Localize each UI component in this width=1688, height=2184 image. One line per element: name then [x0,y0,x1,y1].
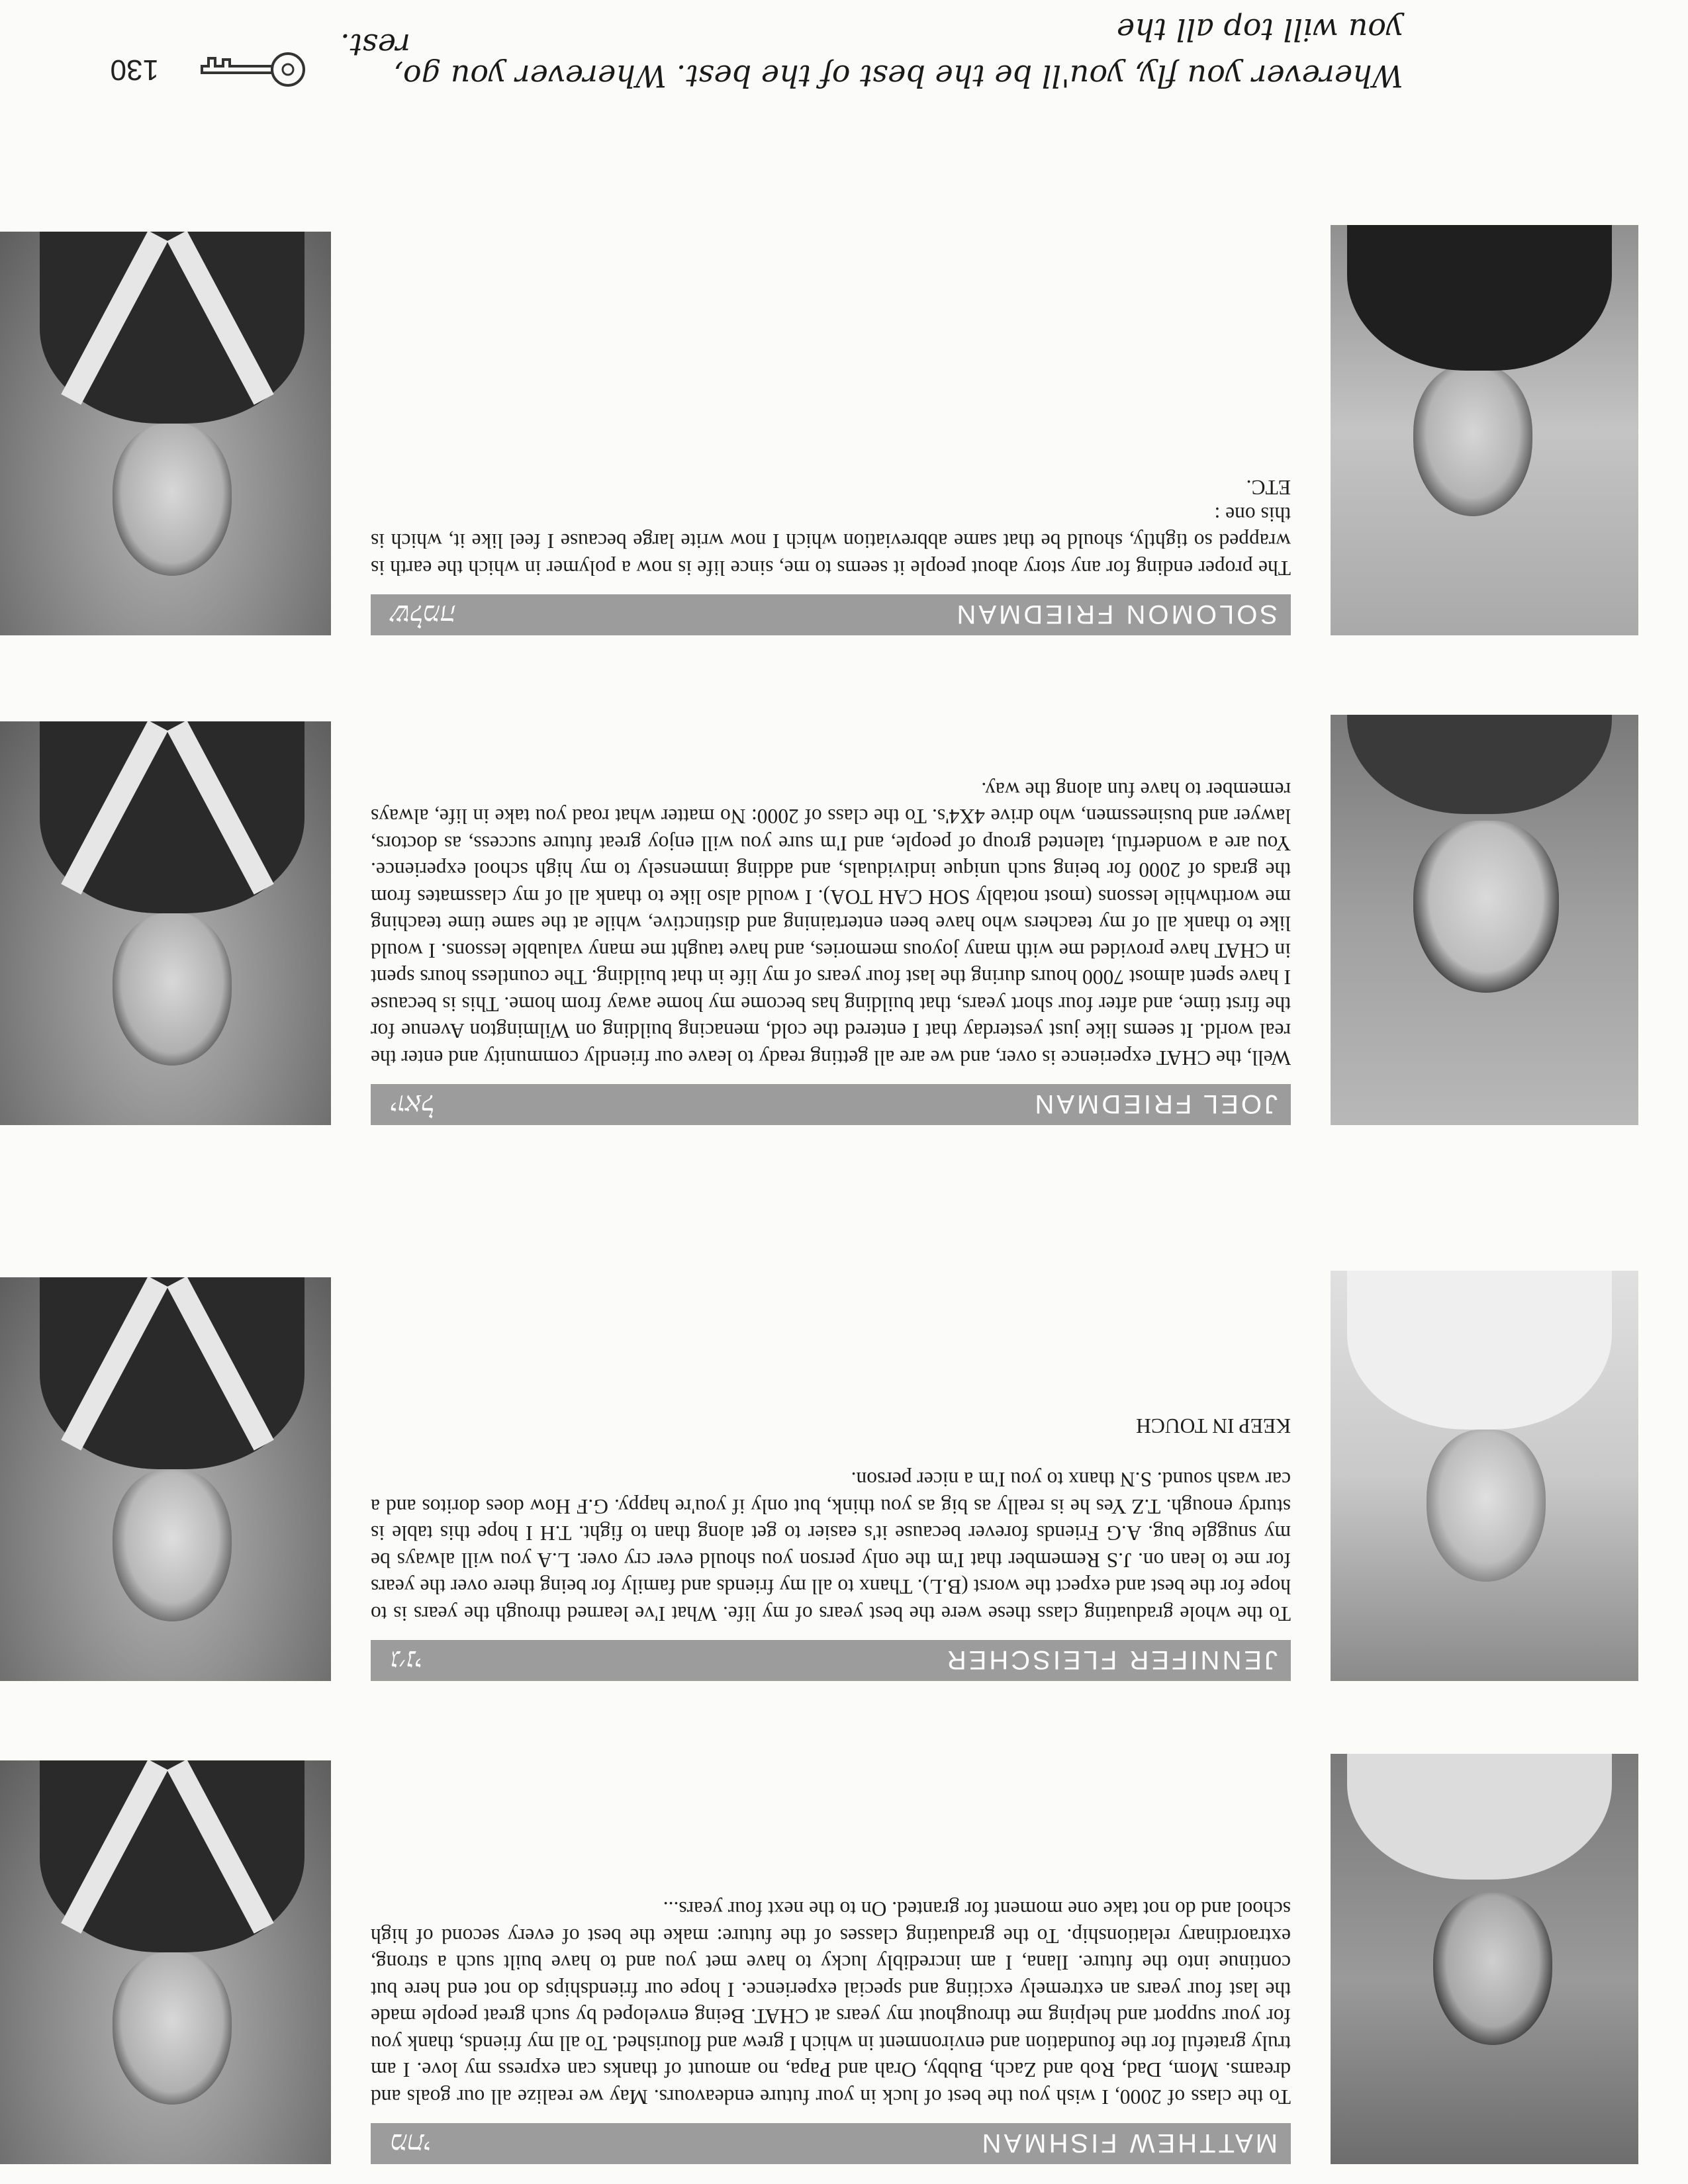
student-hebrew-name: שלמה [391,599,456,631]
portrait-face [113,1469,232,1621]
student-entry [0,1701,1688,2164]
candid-face [1413,821,1559,993]
portrait-photo [0,721,331,1125]
student-entry [0,662,1688,1125]
portrait-face [113,913,232,1066]
portrait-photo [0,1277,331,1681]
student-bio: Well, the CHAT experience is over, and we are all getting ready to leave our friendly community and enter the real world. It seems like just yesterday that I entered the cold, menacing building on Wilmington Avenue for the first time, and after four short years, that building has become my home away from home. This is because I have spent almost 7000 hours during the last four years of my life in that building. The countless hours spent in CHAT have provided me with many joyous memories, and have taught me many valuable lessons. I would like to thank all of my teachers who have been entertaining and distinctive, while at the same time teaching me worthwhile lessons (most notably SOH CAH TOA). I would also like to thank all of my classmates from the grads of 2000 for being such unique individuals, and adding immensely to my high school experience. You are a wonderful, talented group of people, and I'm sure you will enjoy great future success, as doctors, lawyer and businessmen, who drive 4X4's. To the class of 2000: No matter what road you take in life, always remember to have fun along the way. [371,778,1291,1069]
candid-face [1427,1430,1546,1582]
student-hebrew-name: ג׳ני [391,1645,423,1677]
student-bio: To the whole graduating class these were the best years of my life. What I've learned through the years is to hope for the best and expect the worst (B.L). Thanx to all my friends and family for being there over the years for me to lean on. J.S Remember that I'm the only person you should ever cry over. L.A you will always be my snuggle bug. A.G Friends forever because it's easier to get along than to fight. T.H I hope this table is sturdy enough. T.Z Yes he is really as big as you think, but only if you're happy. G.F How does doritos and a car wash sound. S.N thanx to you I'm a nicer person. [371,1468,1291,1625]
portrait-face [113,1952,232,2105]
key-icon [195,40,308,99]
student-hebrew-name: מתי [391,2128,432,2160]
page-footer [46,13,1403,113]
name-bar [371,1084,1291,1125]
candid-photo [1331,225,1638,635]
candid-face [1433,1893,1552,2045]
footer-quote: Wherever you fly, you'll be the best of the best. Wherever you go, you will top all the [393,12,1403,94]
student-name: SOLOMON FRIEDMAN [954,600,1278,629]
candid-body [1347,225,1612,371]
student-bio: The proper ending for any story about people it seems to me, since life is now a polymer in which the earth is wrapped so tightly, should be that same abbreviation which I now write large because I feel like it, which is this one : [371,503,1291,580]
portrait-photo [0,1760,331,2164]
student-closing: ETC. [1246,476,1291,499]
candid-photo [1331,715,1638,1125]
candid-photo [1331,1754,1638,2164]
candid-face [1413,364,1532,516]
name-bar [371,594,1291,635]
student-name: JOEL FRIEDMAN [1032,1089,1278,1118]
candid-body [1347,1271,1612,1430]
portrait-face [113,424,232,576]
student-entry [0,172,1688,635]
name-bar [371,2123,1291,2164]
student-name: MATTHEW FISHMAN [979,2128,1278,2158]
candid-photo [1331,1271,1638,1681]
name-bar [371,1640,1291,1681]
student-bio: To the class of 2000, I wish you the best of luck in your future endeavours. May we realize all our goals and dreams. Mom, Dad, Rob and Zach, Bubby, Orah and Papa, no amount of thanks can express my love. I am truly grateful for the foundation and environment in which I grew and flourished. To all my friends, thank you for your support and helping me throughout my years at CHAT. Being enveloped by such great people made the last four years an extremely exciting and special experience. I hope our friendships do not end here but continue into the future. Ilana, I am incredibly lucky to have met you and to have built such a strong, extraordinary relationship. To the graduating classes of the future: make the best of every second of high school and do not take one moment for granted. On to the next four years... [371,1897,1291,2109]
portrait-photo [0,232,331,635]
candid-body [1347,1754,1612,1880]
student-closing: KEEP IN TOUCH [1136,1414,1291,1437]
candid-body [1347,715,1612,814]
page-number: 130 [110,54,159,86]
student-hebrew-name: יואל [391,1089,435,1121]
student-name: JENNIFER FLEISCHER [944,1645,1278,1674]
student-entry [0,1218,1688,1681]
footer-quote-continuation: rest. [340,27,410,63]
